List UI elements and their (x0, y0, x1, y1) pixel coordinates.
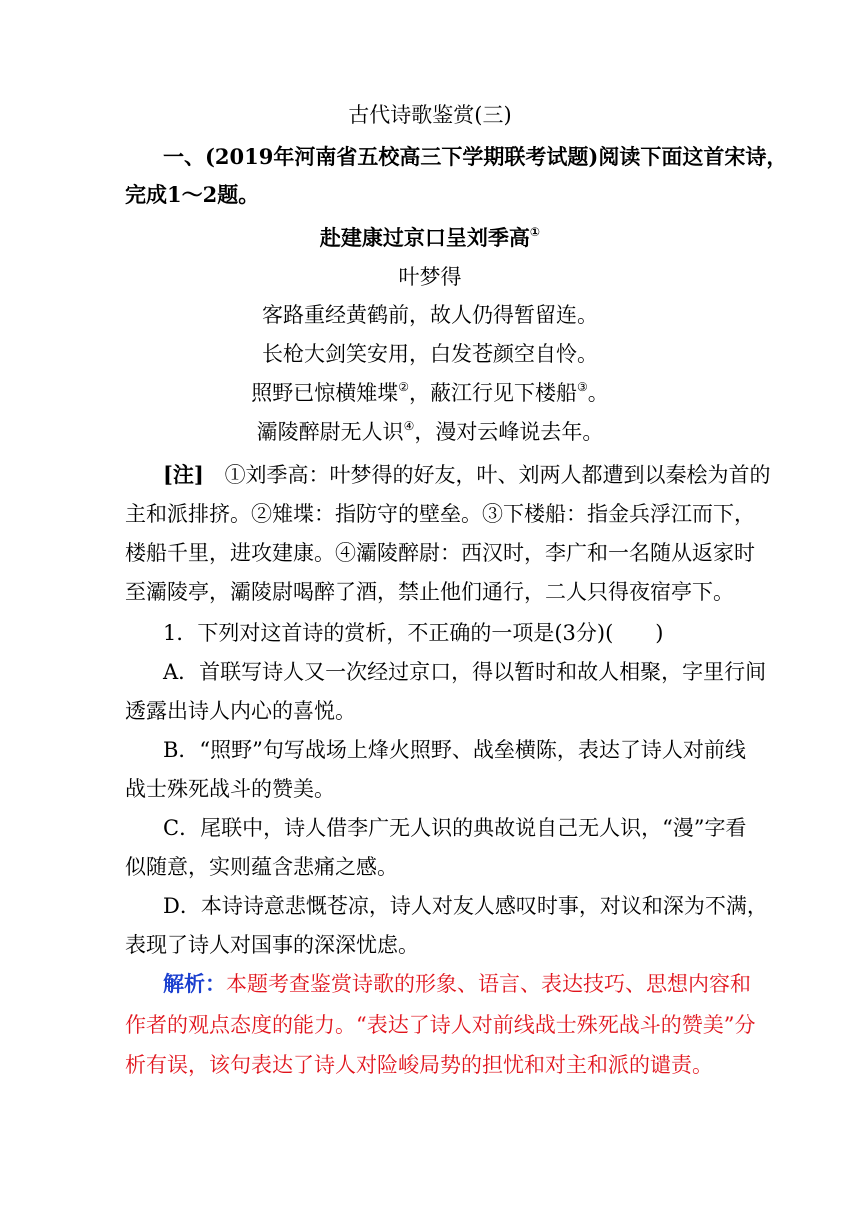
poem-line-4-part-2: ，漫对云峰说去年。 (414, 420, 604, 444)
analysis-line-3: 析有误，该句表达了诗人对险峻局势的担忧和对主和派的谴责。 (125, 1053, 713, 1077)
analysis-line-2: 作者的观点态度的能力。“表达了诗人对前线战士殊死战斗的赞美”分 (125, 1013, 756, 1037)
poem-line-3 (0, 378, 860, 408)
poem-line-2: 长枪大剑笑安用，白发苍颜空自怜。 (262, 342, 598, 366)
option-b-line-2: 战士殊死战斗的赞美。 (125, 777, 335, 801)
poem-line-4 (0, 417, 860, 447)
poem-line-4-note: ④ (403, 419, 415, 433)
poem-line-3-note-1: ② (398, 380, 409, 394)
analysis-line-1 (163, 969, 751, 999)
question-stem: 1．下列对这首诗的赏析，不正确的一项是(3分)( ) (163, 621, 664, 645)
poem-line-3-note-2: ③ (577, 380, 588, 394)
notes-line-1-text: ①刘季高：叶梦得的好友，叶、刘两人都遭到以秦桧为首的 (224, 463, 771, 487)
notes-line-3: 楼船千里，进攻建康。④灞陵醉尉：西汉时，李广和一名随从返家时 (125, 541, 755, 565)
poem-title-note: ① (529, 225, 541, 239)
doc-title: 古代诗歌鉴赏(三) (348, 103, 512, 127)
poem-line-1: 客路重经黄鹤前，故人仍得暂留连。 (262, 303, 598, 327)
option-b-line-1: B．“照野”句写战场上烽火照野、战垒横陈，表达了诗人对前线 (163, 738, 746, 762)
poem-author: 叶梦得 (398, 265, 462, 289)
intro-line-2: 完成1～2题。 (125, 182, 260, 207)
notes-line-2: 主和派排挤。②雉堞：指防守的壁垒。③下楼船：指金兵浮江而下， (125, 502, 755, 526)
notes-line-4: 至灞陵亭，灞陵尉喝醉了酒，禁止他们通行，二人只得夜宿亭下。 (125, 580, 734, 604)
poem-line-4-part-1: 灞陵醉尉无人识 (256, 420, 404, 444)
option-a-line-1: A．首联写诗人又一次经过京口，得以暂时和故人相聚，字里行间 (163, 660, 767, 684)
option-c-line-2: 似随意，实则蕴含悲痛之感。 (125, 855, 398, 879)
option-d-line-1: D．本诗诗意悲慨苍凉，诗人对友人感叹时事，对议和深为不满， (163, 894, 768, 918)
option-d-line-2: 表现了诗人对国事的深深忧虑。 (125, 933, 419, 957)
intro-line-1: 一、(2019年河南省五校高三下学期联考试题)阅读下面这首宋诗， (163, 144, 788, 169)
notes-line-1 (163, 460, 771, 490)
poem-line-3-part-1: 照野已惊横雉堞 (251, 381, 399, 405)
analysis-label: 解析： (163, 971, 226, 996)
poem-line-3-part-2: ，蔽江行见下楼船 (409, 381, 577, 405)
analysis-line-1-text: 本题考查鉴赏诗歌的形象、语言、表达技巧、思想内容和 (226, 972, 751, 996)
poem-title (0, 223, 860, 253)
option-c-line-1: C．尾联中，诗人借李广无人识的典故说自己无人识，“漫”字看 (163, 816, 747, 840)
poem-line-3-end: 。 (587, 381, 609, 405)
poem-title-text: 赴建康过京口呈刘季高 (319, 226, 530, 250)
option-a-line-2: 透露出诗人内心的喜悦。 (125, 699, 356, 723)
notes-label: [注] (163, 462, 204, 487)
